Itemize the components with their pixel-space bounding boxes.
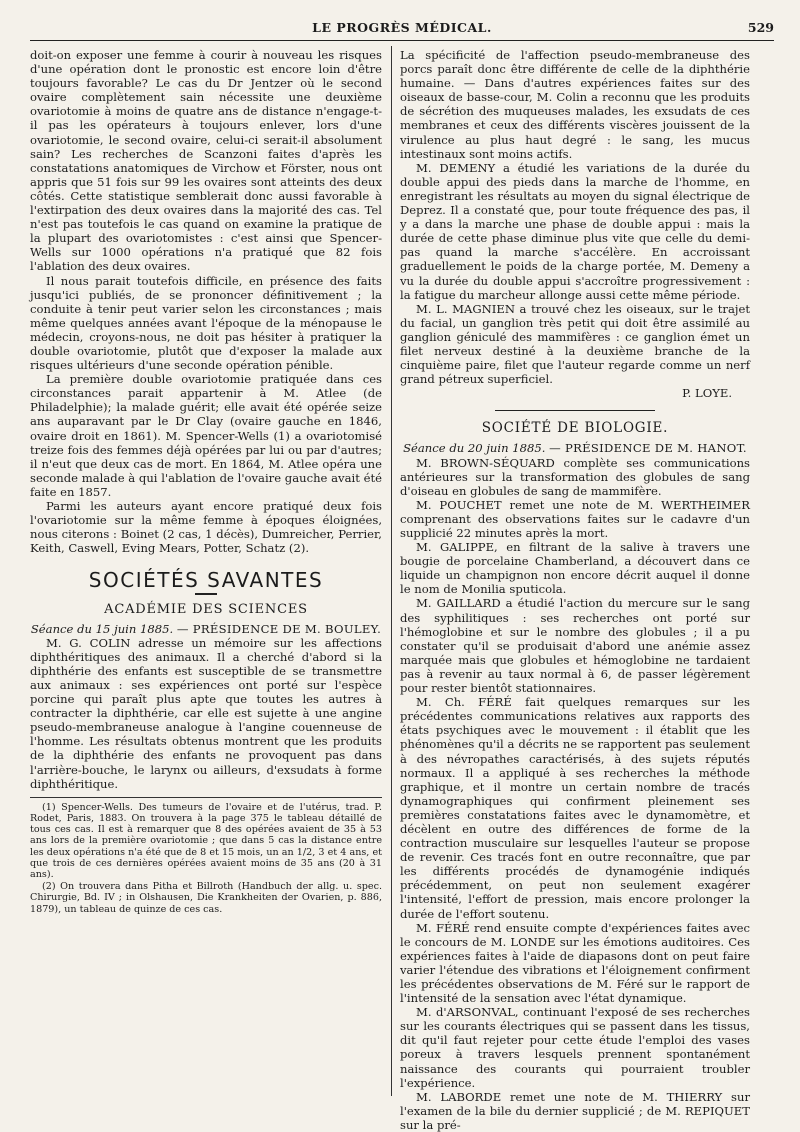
session-date: Séance du 20 juin 1885.	[403, 441, 546, 456]
paragraph: La spécificité de l'affection pseudo-membraneuse des porcs paraît donc être différente de celle de la diphthérie humaine. — Dans d'autres expériences faites sur des oiseaux de basse-cour, M. Colin a reconnu que les produits de sécrétion des muqueuses malades, les exsudats de ces membranes et ceux des différents viscères jouissent de la virulence au plus haut degré : le sang, les mucus intestinaux sont moins actifs.	[400, 48, 750, 161]
journal-title: LE PROGRÈS MÉDICAL.	[312, 20, 492, 35]
right-column	[400, 48, 750, 1132]
academy-title: ACADÉMIE DES SCIENCES	[104, 602, 308, 618]
footnotes	[30, 797, 382, 915]
footnote: (2) On trouvera dans Pitha et Billroth (Handbuch der allg. u. spec. Chirurgie, Bd. IV ; in Olshausen, Die Krankheiten der Ovarien, p. 886, 1879), un tableau de quinze de ces cas.	[30, 881, 382, 915]
paragraph: M. DEMENY a étudié les variations de la durée du double appui des pieds dans la marche de l'homme, en enregistrant les résultats au moyen du signal électrique de Deprez. Il a constaté que, pour toute fréquence des pas, il y a dans la marche une phase de double appui : mais la durée de cette phase diminue plus vite que celle du demi-pas quand la marche s'accélère. En accroissant graduellement le poids de la charge portée, M. Demeny a vu la durée du double appui s'accroître progressivement : la fatigue du marcheur allonge aussi cette même période.	[400, 160, 750, 302]
paragraph: M. L. MAGNIEN a trouvé chez les oiseaux, sur le trajet du facial, un ganglion très petit qui doit être assimilé au ganglion géniculé des mammifères : ce ganglion émet un filet nerveux destiné à la deuxième branche de la cinquième paire, filet que l'auteur regarde comme un nerf grand pétreux superficiel.	[400, 301, 750, 387]
page-number: 529	[747, 20, 774, 35]
signature: P. LOYE.	[682, 386, 732, 401]
column-divider	[391, 46, 392, 1096]
session-presidence: — PRÉSIDENCE DE M. HANOT.	[549, 441, 747, 456]
session-presidence: — PRÉSIDENCE DE M. BOULEY.	[176, 621, 382, 636]
biology-title: SOCIÉTÉ DE BIOLOGIE.	[481, 420, 669, 437]
paragraph: M. LABORDE remet une note de M. THIERRY sur l'examen de la bile du dernier supplicié ; de M. REPIQUET sur la pré-	[400, 1089, 750, 1132]
section-title: SOCIÉTÉS SAVANTES	[88, 568, 324, 593]
footnote: (1) Spencer-Wells. Des tumeurs de l'ovaire et de l'utérus, trad. P. Rodet, Paris, 1883. On trouvera à la page 375 le tableau détaillé de tous ces cas. Il est à remarquer que 8 des opérées avaient de 35 à 53 ans lors de la première ovariotomie ; que dans 5 cas la distance entre les deux opérations n'a été que de 8 et 15 mois, un an 1/2, 3 et 4 ans, et que trois de ces dernières opérées avaient moins de 35 ans (20 à 31 ans).	[30, 801, 382, 880]
paragraph: M. GALIPPE, en filtrant de la salive à travers une bougie de porcelaine Chamberland, a découvert dans ce liquide un champignon non encore décrit auquel il donne le nom de Monilia sputicola.	[400, 540, 750, 597]
left-column	[30, 48, 382, 916]
paragraph: doit-on exposer une femme à courir à nouveau les risques d'une opération dont le pronostic est encore loin d'être toujours favorable? Le cas du Dr Jentzer où le second ovaire complètement sain nécessite une deuxième ovariotomie à moins de quatre ans de distance n'engage-t-il pas les opérateurs à toujours enlever, lors d'une ovariotomie, le second ovaire, celui-ci serait-il absolument sain? Les recherches de Scanzoni faites d'après les constatations anatomiques de Virchow et Förster, nous ont appris que 51 fois sur 99 les ovaires sont atteints des deux côtés. Cette statistique semblerait donc aussi favorable à l'extirpation des deux ovaires dans la majorité des cas. Tel n'est pas toutefois le cas quand on examine la pratique de la plupart des ovariotomistes : c'est ainsi que Spencer-Wells sur 1000 opérations n'a pratiqué que 82 fois l'ablation des deux ovaires.	[30, 48, 382, 274]
page-header	[30, 18, 774, 41]
title-rule	[195, 593, 217, 595]
paragraph: M. Ch. FÉRÉ fait quelques remarques sur les précédentes communications relatives aux rapports des états psychiques avec le mouvement : il établit que les phénomènes qu'il a décrits ne se rapportent pas seulement à des névropathes caractérisés, à des sujets réputés normaux. Il a appliqué à ses recherches la méthode graphique, et il montre un certain nombre de tracés dynamographiques qui confirment pleinement ses premières constatations faites avec le dynamomètre, et décèlent en outre des différences de forme de la contraction musculaire sur lesquelles l'auteur se propose de revenir. Ces tracés font en outre reconnaître, que par les différents procédés de dynamogénie indiqués précédemment, on peut non seulement exagérer l'intensité, l'effort de pression, mais encore prolonger la durée de l'effort soutenu.	[400, 695, 750, 921]
session-line	[400, 441, 750, 455]
paragraph: La première double ovariotomie pratiquée dans ces circonstances parait appartenir à M. Atlee (de Philadelphie); la malade guérit; elle avait été opérée seize ans auparavant par le Dr Clay (ovaire gauche en 1846, ovaire droit en 1861). M. Spencer-Wells (1) a ovariotomisé treize fois des femmes déjà opérées par lui ou par d'autres; il n'eut que deux cas de mort. En 1864, M. Atlee opéra une seconde malade à qui l'ablation de l'ovaire gauche avait été faite en 1857.	[30, 372, 382, 499]
paragraph: M. G. COLIN adresse un mémoire sur les affections diphthéritiques des animaux. Il a cherché d'abord si la diphthérie des enfants est susceptible de se transmettre aux animaux : ses expériences ont porté sur l'espèce porcine qui paraît plus apte que toutes les autres à contracter la diphthérie, car elle est sujette à une angine pseudo-membraneuse analogue à l'angine couenneuse de l'homme. Les résultats obtenus montrent que les produits de la diphthérie des enfants ne provoquent pas dans l'arrière-bouche, le larynx ou ailleurs, d'exsudats à forme diphthéritique.	[30, 635, 382, 791]
paragraph: Il nous parait toutefois difficile, en présence des faits jusqu'ici publiés, de se prononcer définitivement ; la conduite à tenir peut varier selon les circonstances ; mais même quelques années avant l'époque de la ménopause le médecin, croyons-nous, ne doit pas hésiter à pratiquer la double ovariotomie, plutôt que d'exposer la malade aux risques ultérieurs d'une seconde opération pénible.	[30, 273, 382, 373]
paragraph: Parmi les auteurs ayant encore pratiqué deux fois l'ovariotomie sur la même femme à époques éloignées, nous citerons : Boinet (2 cas, 1 décès), Dumreicher, Perrier, Keith, Caswell, Eving Mears, Potter, Schatz (2).	[30, 499, 382, 556]
session-line	[30, 622, 382, 636]
section-rule	[495, 410, 655, 411]
paragraph: M. BROWN-SÉQUARD complète ses communications antérieures sur la transformation des globules de sang d'oiseau en globules de sang de mammifère.	[400, 455, 750, 498]
paragraph: M. GAILLARD a étudié l'action du mercure sur le sang des syphilitiques : ses recherches ont porté sur l'hémoglobine et sur le nombre des globules ; il a pu constater qu'il se produisait d'abord une anémie assez marquée mais que globules et hémoglobine ne tardaient pas à revenir au taux normal à 6, de passer légèrement pour rester bientôt stationnaires.	[400, 596, 750, 696]
session-date: Séance du 15 juin 1885.	[30, 621, 174, 636]
paragraph: M. d'ARSONVAL, continuant l'exposé de ses recherches sur les courants électriques qui se passent dans les tissus, dit qu'il faut rejeter pour cette étude l'emploi des vases poreux à travers lesquels prennent spontanément naissance des courants qui pourraient troubler l'expérience.	[400, 1005, 750, 1090]
paragraph: M. POUCHET remet une note de M. WERTHEIMER comprenant des observations faites sur le cadavre d'un supplicié 22 minutes après la mort.	[400, 497, 750, 540]
paragraph: M. FÉRÉ rend ensuite compte d'expériences faites avec le concours de M. LONDE sur les émotions auditoires. Ces expériences faites à l'aide de diapasons dont on peut faire varier l'étendue des vibrations et l'éloignement confirment les précédentes observations de M. Féré sur le rapport de l'intensité de la sensation avec l'état dynamique.	[400, 920, 750, 1006]
signature-line	[400, 386, 750, 400]
